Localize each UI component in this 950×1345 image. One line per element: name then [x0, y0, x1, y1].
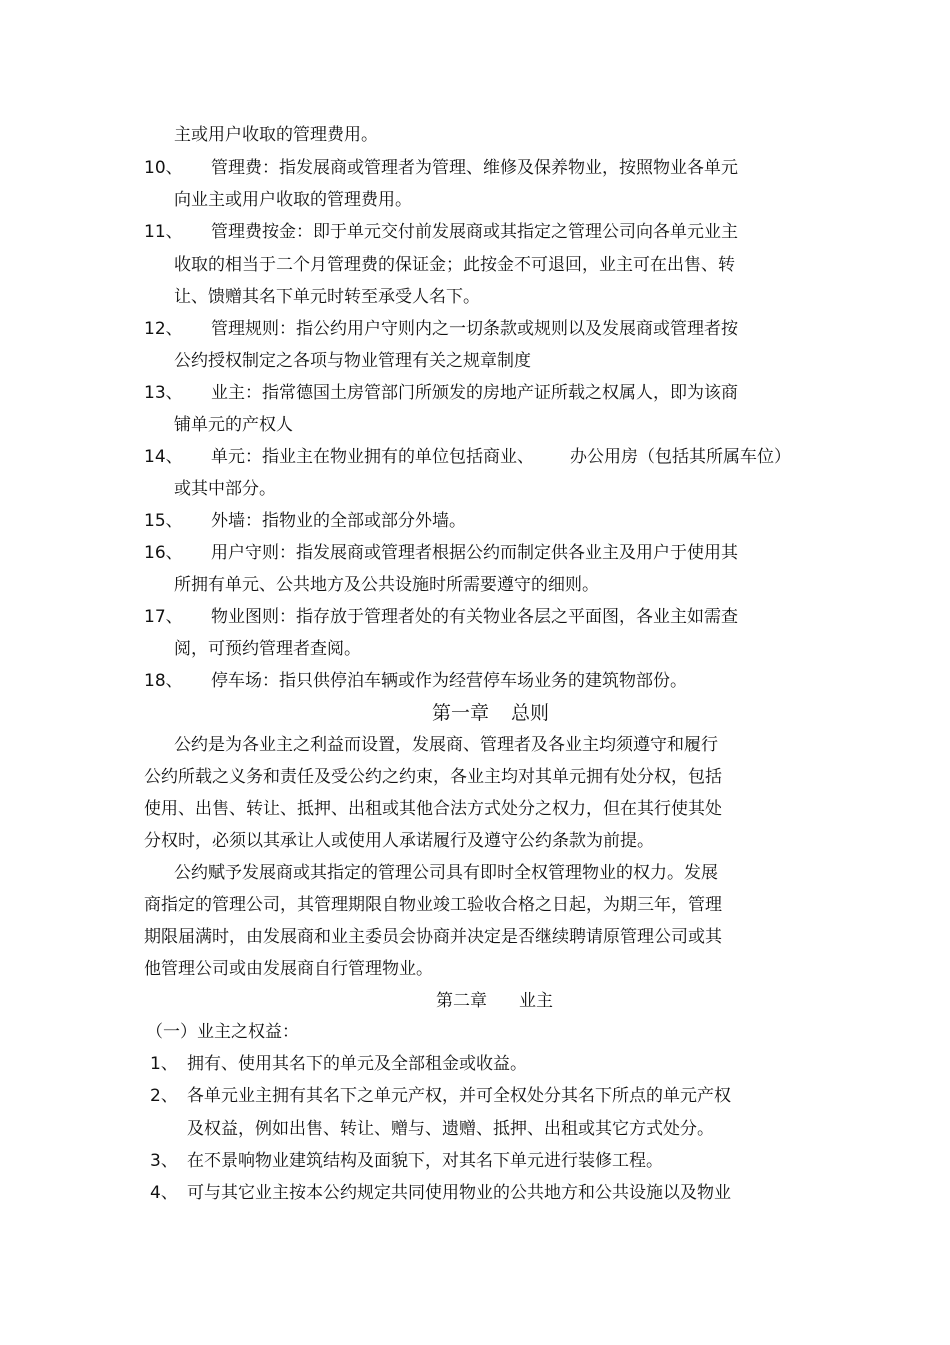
rights-text: 在不景响物业建筑结构及面貌下，对其名下单元进行装修工程。: [187, 1151, 663, 1171]
definition-text: 管理规则：指公约用户守则内之一切条款或规则以及发展商或管理者按: [211, 319, 738, 339]
chapter-1-title: [432, 701, 549, 725]
chapter-1-paragraph-1: 分权时，必须以其承让人或使用人承诺履行及遵守公约条款为前提。: [144, 831, 654, 851]
definition-text: 办公用房（包括其所属车位）: [570, 447, 791, 467]
rights-number: 2、: [150, 1086, 178, 1106]
definition-text: 外墙：指物业的全部或部分外墙。: [211, 511, 466, 531]
chapter-1-number: 第一章: [432, 702, 490, 724]
definition-number: 10、: [144, 158, 183, 178]
rights-number: 4、: [150, 1183, 178, 1203]
definition-text: 公约授权制定之各项与物业管理有关之规章制度: [174, 351, 531, 371]
definition-text: 让、馈赠其名下单元时转至承受人名下。: [174, 287, 480, 307]
rights-text: 拥有、使用其名下的单元及全部租金或收益。: [187, 1054, 527, 1074]
chapter-1-paragraph-1: 使用、出售、转让、抵押、出租或其他合法方式处分之权力，但在其行使其处: [144, 799, 722, 819]
chapter-1-paragraph-2: 公约赋予发展商或其指定的管理公司具有即时全权管理物业的权力。发展: [174, 863, 718, 883]
definition-text: 单元：指业主在物业拥有的单位包括商业、: [211, 447, 534, 467]
definition-number: 15、: [144, 511, 183, 531]
rights-text: 及权益，例如出售、转让、赠与、遗赠、抵押、出租或其它方式处分。: [187, 1119, 714, 1139]
rights-text: 可与其它业主按本公约规定共同使用物业的公共地方和公共设施以及物业: [187, 1183, 731, 1203]
definition-text: 铺单元的产权人: [174, 415, 293, 435]
chapter-1-paragraph-1: 公约是为各业主之利益而设置，发展商、管理者及各业主均须遵守和履行: [174, 735, 718, 755]
chapter-2-number: 第二章: [436, 991, 487, 1011]
definition-text: 向业主或用户收取的管理费用。: [174, 190, 412, 210]
rights-text: 各单元业主拥有其名下之单元产权，并可全权处分其名下所点的单元产权: [187, 1086, 731, 1106]
definition-text: 管理费按金：即于单元交付前发展商或其指定之管理公司向各单元业主: [211, 222, 738, 242]
definition-text: 阅，可预约管理者查阅。: [174, 639, 361, 659]
chapter-2-title: [436, 989, 553, 1013]
definition-text: 所拥有单元、公共地方及公共设施时所需要遵守的细则。: [174, 575, 599, 595]
chapter-1-paragraph-2: 期限届满时，由发展商和业主委员会协商并决定是否继续聘请原管理公司或其: [144, 927, 722, 947]
rights-number: 1、: [150, 1054, 178, 1074]
definition-text: 用户守则：指发展商或管理者根据公约而制定供各业主及用户于使用其: [211, 543, 738, 563]
definition-number: 11、: [144, 222, 183, 242]
definition-text: 或其中部分。: [174, 479, 276, 499]
definition-text: 停车场：指只供停泊车辆或作为经营停车场业务的建筑物部份。: [211, 671, 687, 691]
definition-text: 管理费：指发展商或管理者为管理、维修及保养物业，按照物业各单元: [211, 158, 738, 178]
chapter-1-paragraph-2: 商指定的管理公司，其管理期限自物业竣工验收合格之日起，为期三年，管理: [144, 895, 722, 915]
chapter-2-name: 业主: [519, 991, 553, 1011]
definition-text: 收取的相当于二个月管理费的保证金；此按金不可退回，业主可在出售、转: [174, 255, 735, 275]
rights-number: 3、: [150, 1151, 178, 1171]
definition-text: 业主：指常德国土房管部门所颁发的房地产证所载之权属人，即为该商: [211, 383, 738, 403]
definition-9-continuation: 主或用户收取的管理费用。: [174, 125, 378, 145]
definition-number: 13、: [144, 383, 183, 403]
definition-number: 18、: [144, 671, 183, 691]
definition-text: 物业图则：指存放于管理者处的有关物业各层之平面图，各业主如需查: [211, 607, 738, 627]
definition-number: 14、: [144, 447, 183, 467]
chapter-1-paragraph-2: 他管理公司或由发展商自行管理物业。: [144, 959, 433, 979]
section-heading: （一）业主之权益：: [146, 1022, 299, 1042]
definition-number: 12、: [144, 319, 183, 339]
definition-number: 16、: [144, 543, 183, 563]
definition-number: 17、: [144, 607, 183, 627]
chapter-1-paragraph-1: 公约所载之义务和责任及受公约之约束，各业主均对其单元拥有处分权，包括: [144, 767, 722, 787]
chapter-1-name: 总则: [511, 702, 550, 724]
